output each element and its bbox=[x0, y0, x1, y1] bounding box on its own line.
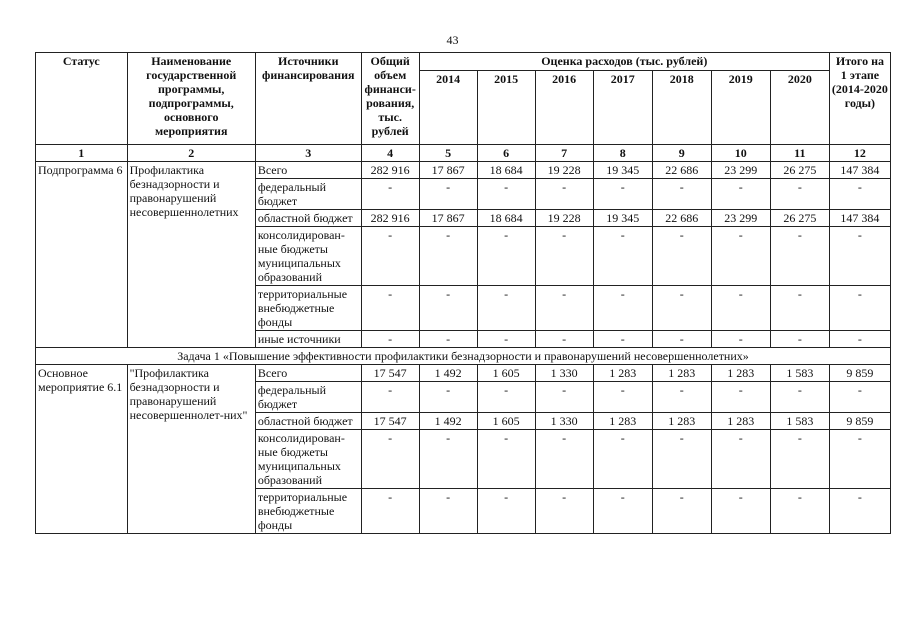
value-cell: - bbox=[770, 331, 829, 348]
value-cell: - bbox=[652, 382, 711, 413]
value-cell: - bbox=[477, 179, 535, 210]
value-cell: - bbox=[770, 227, 829, 286]
column-index: 10 bbox=[711, 145, 770, 162]
value-cell: 19 345 bbox=[593, 162, 652, 179]
status-cell: Подпрограмма 6 bbox=[36, 162, 128, 348]
source-cell: территориальные внебюджетные фонды bbox=[255, 489, 361, 534]
source-cell: консолидирован-ные бюджеты муниципальных образований bbox=[255, 430, 361, 489]
value-cell: - bbox=[477, 227, 535, 286]
header-year: 2014 bbox=[419, 71, 477, 145]
value-cell: 17 867 bbox=[419, 162, 477, 179]
value-cell: 9 859 bbox=[829, 365, 890, 382]
value-cell: - bbox=[770, 179, 829, 210]
header-year: 2016 bbox=[535, 71, 593, 145]
value-cell: 18 684 bbox=[477, 210, 535, 227]
value-cell: 1 330 bbox=[535, 413, 593, 430]
value-cell: - bbox=[535, 382, 593, 413]
value-cell: 1 283 bbox=[711, 365, 770, 382]
value-cell: - bbox=[652, 179, 711, 210]
column-index: 9 bbox=[652, 145, 711, 162]
source-cell: территориальные внебюджетные фонды bbox=[255, 286, 361, 331]
value-cell: - bbox=[361, 430, 419, 489]
value-cell: - bbox=[477, 382, 535, 413]
value-cell: - bbox=[593, 286, 652, 331]
value-cell: - bbox=[419, 489, 477, 534]
value-cell: - bbox=[593, 179, 652, 210]
value-cell: 26 275 bbox=[770, 210, 829, 227]
value-cell: 1 283 bbox=[711, 413, 770, 430]
value-cell: 282 916 bbox=[361, 162, 419, 179]
value-cell: - bbox=[652, 286, 711, 331]
value-cell: - bbox=[593, 227, 652, 286]
value-cell: - bbox=[477, 331, 535, 348]
value-cell: 22 686 bbox=[652, 162, 711, 179]
value-cell: - bbox=[419, 286, 477, 331]
value-cell: - bbox=[711, 430, 770, 489]
header-year: 2020 bbox=[770, 71, 829, 145]
value-cell: 147 384 bbox=[829, 210, 890, 227]
value-cell: - bbox=[477, 430, 535, 489]
value-cell: - bbox=[419, 331, 477, 348]
value-cell: - bbox=[477, 286, 535, 331]
value-cell: 26 275 bbox=[770, 162, 829, 179]
header-year: 2017 bbox=[593, 71, 652, 145]
value-cell: - bbox=[652, 331, 711, 348]
column-index: 11 bbox=[770, 145, 829, 162]
value-cell: - bbox=[535, 430, 593, 489]
value-cell: 1 605 bbox=[477, 413, 535, 430]
column-index: 1 bbox=[36, 145, 128, 162]
source-cell: областной бюджет bbox=[255, 210, 361, 227]
value-cell: - bbox=[419, 227, 477, 286]
column-index: 6 bbox=[477, 145, 535, 162]
value-cell: - bbox=[535, 179, 593, 210]
source-cell: консолидирован-ные бюджеты муниципальных образований bbox=[255, 227, 361, 286]
budget-table bbox=[35, 52, 891, 534]
value-cell: 1 583 bbox=[770, 413, 829, 430]
value-cell: 9 859 bbox=[829, 413, 890, 430]
value-cell: 19 228 bbox=[535, 210, 593, 227]
value-cell: 1 283 bbox=[652, 365, 711, 382]
value-cell: 1 283 bbox=[593, 413, 652, 430]
header-total: Общий объем финанси-рования, тыс. рублей bbox=[361, 53, 419, 145]
value-cell: - bbox=[361, 227, 419, 286]
header-year: 2015 bbox=[477, 71, 535, 145]
header-year: 2019 bbox=[711, 71, 770, 145]
value-cell: - bbox=[593, 331, 652, 348]
value-cell: - bbox=[535, 489, 593, 534]
source-cell: федеральный бюджет bbox=[255, 382, 361, 413]
value-cell: 1 283 bbox=[652, 413, 711, 430]
value-cell: 19 228 bbox=[535, 162, 593, 179]
value-cell: 19 345 bbox=[593, 210, 652, 227]
task-row bbox=[36, 348, 891, 365]
name-cell: "Профилактика безнадзорности и правонарушений несовершеннолет-них" bbox=[127, 365, 255, 534]
column-index: 8 bbox=[593, 145, 652, 162]
value-cell: 18 684 bbox=[477, 162, 535, 179]
value-cell: 17 547 bbox=[361, 413, 419, 430]
header-estimate: Оценка расходов (тыс. рублей) bbox=[419, 53, 829, 71]
table-row bbox=[36, 365, 891, 382]
column-index: 7 bbox=[535, 145, 593, 162]
header-status: Статус bbox=[36, 53, 128, 145]
value-cell: - bbox=[770, 382, 829, 413]
value-cell: 22 686 bbox=[652, 210, 711, 227]
value-cell: - bbox=[361, 179, 419, 210]
value-cell: - bbox=[652, 489, 711, 534]
value-cell: - bbox=[770, 489, 829, 534]
value-cell: - bbox=[711, 489, 770, 534]
value-cell: - bbox=[593, 489, 652, 534]
value-cell: - bbox=[829, 382, 890, 413]
value-cell: - bbox=[829, 179, 890, 210]
value-cell: - bbox=[652, 430, 711, 489]
value-cell: 23 299 bbox=[711, 162, 770, 179]
source-cell: Всего bbox=[255, 365, 361, 382]
value-cell: 1 330 bbox=[535, 365, 593, 382]
value-cell: - bbox=[652, 227, 711, 286]
value-cell: 1 283 bbox=[593, 365, 652, 382]
table-row bbox=[36, 162, 891, 179]
header-name: Наименование государственной программы, подпрограммы, основного мероприятия bbox=[127, 53, 255, 145]
value-cell: - bbox=[829, 430, 890, 489]
header-source: Источники финансирования bbox=[255, 53, 361, 145]
column-index-row bbox=[36, 145, 891, 162]
value-cell: - bbox=[829, 227, 890, 286]
value-cell: - bbox=[361, 286, 419, 331]
header-year: 2018 bbox=[652, 71, 711, 145]
value-cell: - bbox=[361, 382, 419, 413]
status-cell: Основное мероприятие 6.1 bbox=[36, 365, 128, 534]
value-cell: 1 492 bbox=[419, 365, 477, 382]
source-cell: областной бюджет bbox=[255, 413, 361, 430]
value-cell: - bbox=[829, 489, 890, 534]
value-cell: - bbox=[361, 331, 419, 348]
value-cell: - bbox=[711, 382, 770, 413]
value-cell: - bbox=[711, 179, 770, 210]
page-number: 43 bbox=[446, 33, 459, 47]
column-index: 3 bbox=[255, 145, 361, 162]
value-cell: - bbox=[593, 430, 652, 489]
value-cell: - bbox=[419, 179, 477, 210]
source-cell: иные источники bbox=[255, 331, 361, 348]
column-index: 2 bbox=[127, 145, 255, 162]
value-cell: 17 547 bbox=[361, 365, 419, 382]
source-cell: Всего bbox=[255, 162, 361, 179]
value-cell: 1 605 bbox=[477, 365, 535, 382]
value-cell: 1 492 bbox=[419, 413, 477, 430]
header-stage-total: Итого на 1 этапе (2014-2020 годы) bbox=[829, 53, 890, 145]
value-cell: - bbox=[419, 430, 477, 489]
source-cell: федеральный бюджет bbox=[255, 179, 361, 210]
value-cell: 23 299 bbox=[711, 210, 770, 227]
value-cell: 17 867 bbox=[419, 210, 477, 227]
value-cell: - bbox=[535, 286, 593, 331]
value-cell: - bbox=[770, 430, 829, 489]
name-cell: Профилактика безнадзорности и правонарушений несовершеннолетних bbox=[127, 162, 255, 348]
value-cell: 282 916 bbox=[361, 210, 419, 227]
value-cell: - bbox=[829, 286, 890, 331]
value-cell: - bbox=[361, 489, 419, 534]
column-index: 4 bbox=[361, 145, 419, 162]
task-title: Задача 1 «Повышение эффективности профилактики безнадзорности и правонарушений несовершеннолетних» bbox=[36, 348, 891, 365]
value-cell: - bbox=[477, 489, 535, 534]
value-cell: 147 384 bbox=[829, 162, 890, 179]
column-index: 5 bbox=[419, 145, 477, 162]
value-cell: - bbox=[419, 382, 477, 413]
value-cell: - bbox=[593, 382, 652, 413]
value-cell: - bbox=[535, 331, 593, 348]
value-cell: - bbox=[535, 227, 593, 286]
column-index: 12 bbox=[829, 145, 890, 162]
value-cell: - bbox=[711, 331, 770, 348]
value-cell: - bbox=[711, 286, 770, 331]
value-cell: - bbox=[711, 227, 770, 286]
value-cell: - bbox=[829, 331, 890, 348]
value-cell: 1 583 bbox=[770, 365, 829, 382]
value-cell: - bbox=[770, 286, 829, 331]
